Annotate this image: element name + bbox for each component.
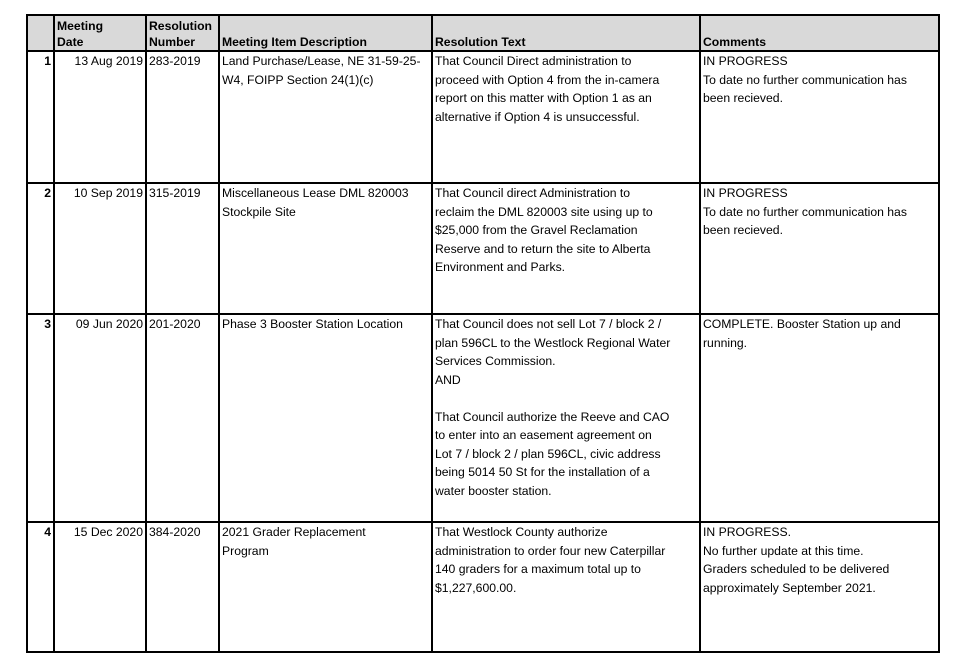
- header-resolution-text: Resolution Text: [432, 15, 700, 51]
- resolution-number-cell: 384-2020: [146, 522, 219, 652]
- description-cell: 2021 Grader Replacement Program: [219, 522, 432, 652]
- resolution-number-cell: 201-2020: [146, 314, 219, 522]
- comments-cell: IN PROGRESS To date no further communication has been recieved.: [700, 51, 939, 183]
- row-index: 1: [27, 51, 54, 183]
- header-row: [27, 15, 939, 51]
- row-index: 4: [27, 522, 54, 652]
- comments-cell: IN PROGRESS. No further update at this time. Graders scheduled to be delivered approximately September 2021.: [700, 522, 939, 652]
- resolution-tracking-sheet: [26, 14, 938, 653]
- meeting-date-cell: 15 Dec 2020: [54, 522, 146, 652]
- description-cell: Miscellaneous Lease DML 820003 Stockpile Site: [219, 183, 432, 314]
- header-index: [27, 15, 54, 51]
- header-meeting-date: Meeting Date: [54, 15, 146, 51]
- table-row: [27, 314, 939, 522]
- row-index: 2: [27, 183, 54, 314]
- description-cell: Phase 3 Booster Station Location: [219, 314, 432, 522]
- comments-cell: COMPLETE. Booster Station up and running.: [700, 314, 939, 522]
- meeting-date-cell: 13 Aug 2019: [54, 51, 146, 183]
- comments-cell: IN PROGRESS To date no further communication has been recieved.: [700, 183, 939, 314]
- resolution-text-cell: That Council direct Administration to reclaim the DML 820003 site using up to $25,000 from the Gravel Reclamation Reserve and to return the site to Alberta Environment and Parks.: [432, 183, 700, 314]
- table-row: [27, 183, 939, 314]
- resolution-number-cell: 283-2019: [146, 51, 219, 183]
- resolution-table: [26, 14, 940, 653]
- header-comments: Comments: [700, 15, 939, 51]
- header-description: Meeting Item Description: [219, 15, 432, 51]
- meeting-date-cell: 09 Jun 2020: [54, 314, 146, 522]
- resolution-number-cell: 315-2019: [146, 183, 219, 314]
- description-cell: Land Purchase/Lease, NE 31-59-25- W4, FOIPP Section 24(1)(c): [219, 51, 432, 183]
- resolution-text-cell: That Council does not sell Lot 7 / block 2 / plan 596CL to the Westlock Regional Water Services Commission. AND That Council authorize the Reeve and CAO to enter into an easement agreement on Lot 7 / block 2 / plan 596CL, civic address being 5014 50 St for the installation of a water booster station.: [432, 314, 700, 522]
- table-row: [27, 522, 939, 652]
- resolution-text-cell: That Westlock County authorize administration to order four new Caterpillar 140 graders for a maximum total up to $1,227,600.00.: [432, 522, 700, 652]
- table-row: [27, 51, 939, 183]
- row-index: 3: [27, 314, 54, 522]
- resolution-text-cell: That Council Direct administration to proceed with Option 4 from the in-camera report on this matter with Option 1 as an alternative if Option 4 is unsuccessful.: [432, 51, 700, 183]
- header-resolution-number: Resolution Number: [146, 15, 219, 51]
- meeting-date-cell: 10 Sep 2019: [54, 183, 146, 314]
